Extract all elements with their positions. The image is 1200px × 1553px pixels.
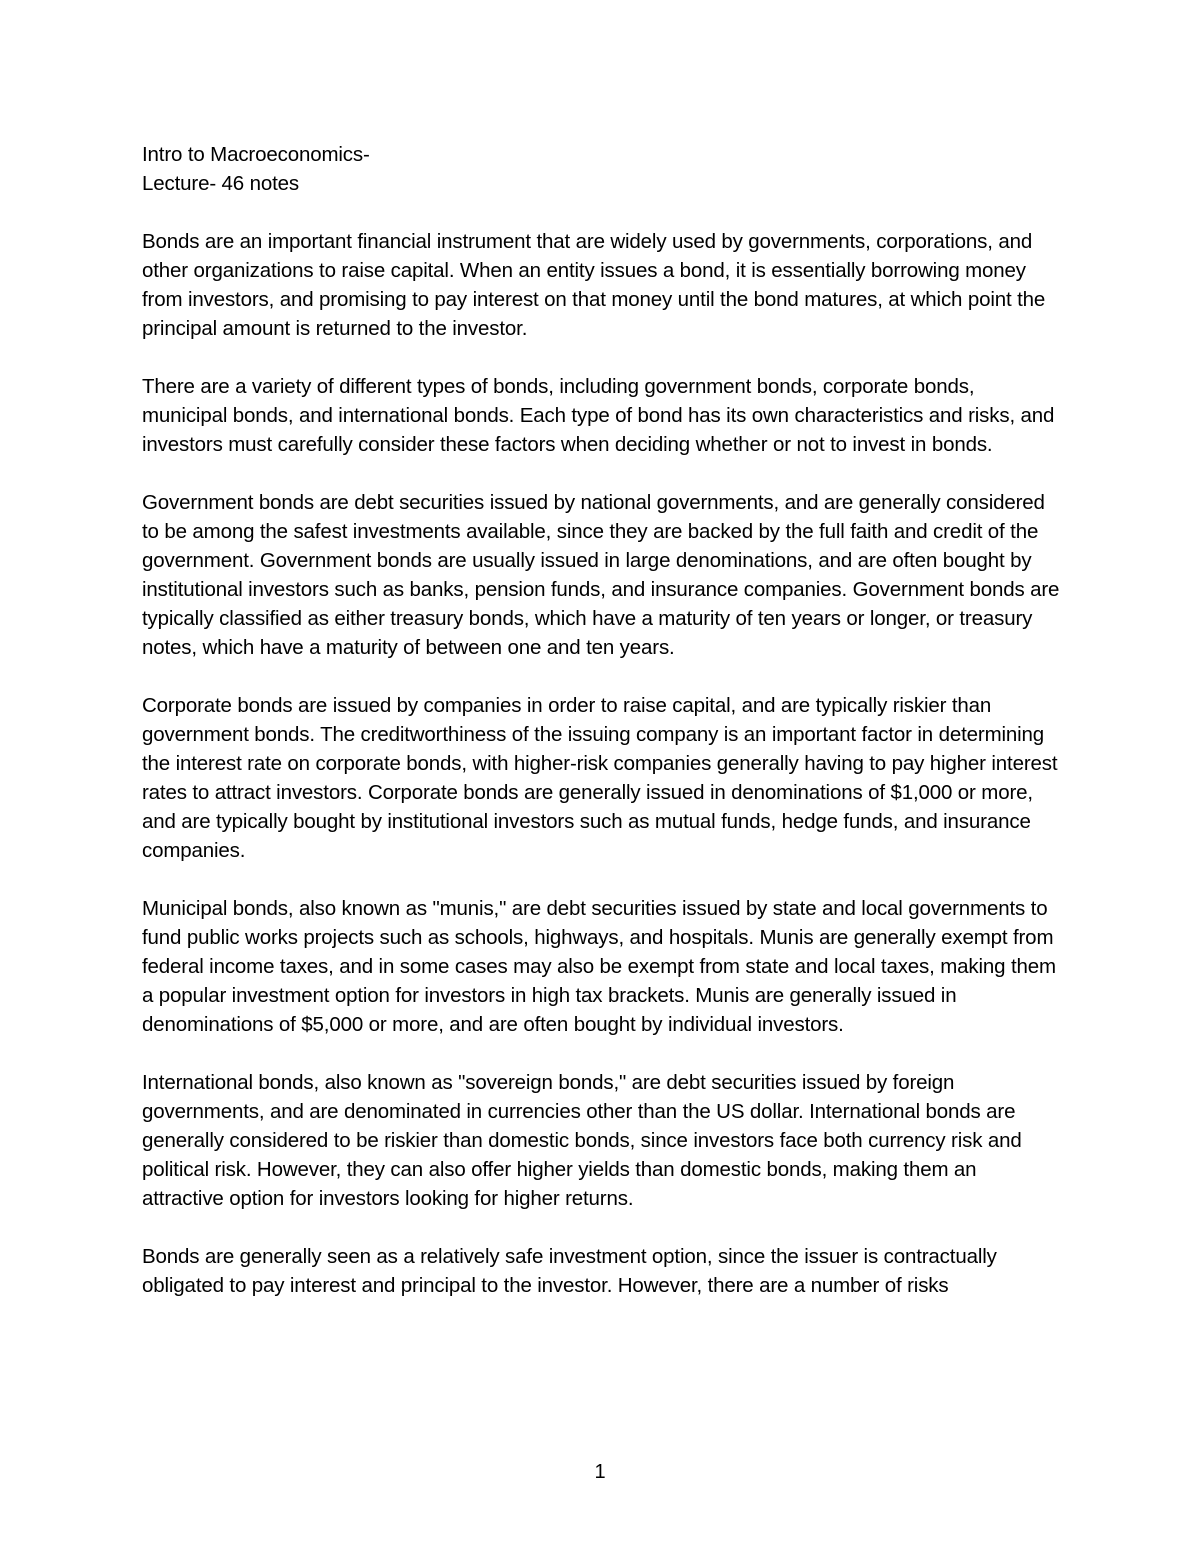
paragraph-municipal-bonds: Municipal bonds, also known as "munis," are debt securities issued by state and local governments to fund public works projects such as schools, highways, and hospitals. Munis are generally exempt from federal income taxes, and in some cases may also be exempt from state and local taxes, making them a popular investment option for investors in high tax brackets. Munis are generally issued in denominations of $5,000 or more, and are often bought by individual investors. — [142, 897, 1056, 1036]
paragraph-government-bonds: Government bonds are debt securities issued by national governments, and are generally considered to be among the safest investments available, since they are backed by the full faith and credit of the government. Government bonds are usually issued in large denominations, and are often bought by institutional investors such as banks, pension funds, and insurance companies. Government bonds are typically classified as either treasury bonds, which have a maturity of ten years or longer, or treasury notes, which have a maturity of between one and ten years. — [142, 491, 1060, 659]
paragraph-bond-types: There are a variety of different types of bonds, including government bonds, corporate bonds, municipal bonds, and international bonds. Each type of bond has its own characteristics and risks, and investors must carefully consider these factors when deciding whether or not to invest in bonds. — [142, 375, 1055, 456]
document-title: Intro to Macroeconomics- — [142, 143, 370, 166]
paragraph-bond-risks: Bonds are generally seen as a relatively safe investment option, since the issuer is contractually obligated to pay interest and principal to the investor. However, there are a number of risks — [142, 1245, 997, 1297]
paragraph-corporate-bonds: Corporate bonds are issued by companies in order to raise capital, and are typically riskier than government bonds. The creditworthiness of the issuing company is an important factor in determining the interest rate on corporate bonds, with higher-risk companies generally having to pay higher interest rates to attract investors. Corporate bonds are generally issued in denominations of $1,000 or more, and are typically bought by institutional investors such as mutual funds, hedge funds, and insurance companies. — [142, 694, 1058, 862]
paragraph-bonds-intro: Bonds are an important financial instrument that are widely used by governments, corporations, and other organizations to raise capital. When an entity issues a bond, it is essentially borrowing money from investors, and promising to pay interest on that money until the bond matures, at which point the principal amount is returned to the investor. — [142, 230, 1046, 340]
document-subtitle: Lecture- 46 notes — [142, 172, 299, 195]
paragraph-international-bonds: International bonds, also known as "sovereign bonds," are debt securities issued by foreign governments, and are denominated in currencies other than the US dollar. International bonds are generally considered to be riskier than domestic bonds, since investors face both currency risk and political risk. However, they can also offer higher yields than domestic bonds, making them an attractive option for investors looking for higher returns. — [142, 1071, 1022, 1210]
page-content — [142, 140, 1060, 1329]
page-number: 1 — [594, 1461, 606, 1483]
document-header — [142, 140, 1060, 198]
